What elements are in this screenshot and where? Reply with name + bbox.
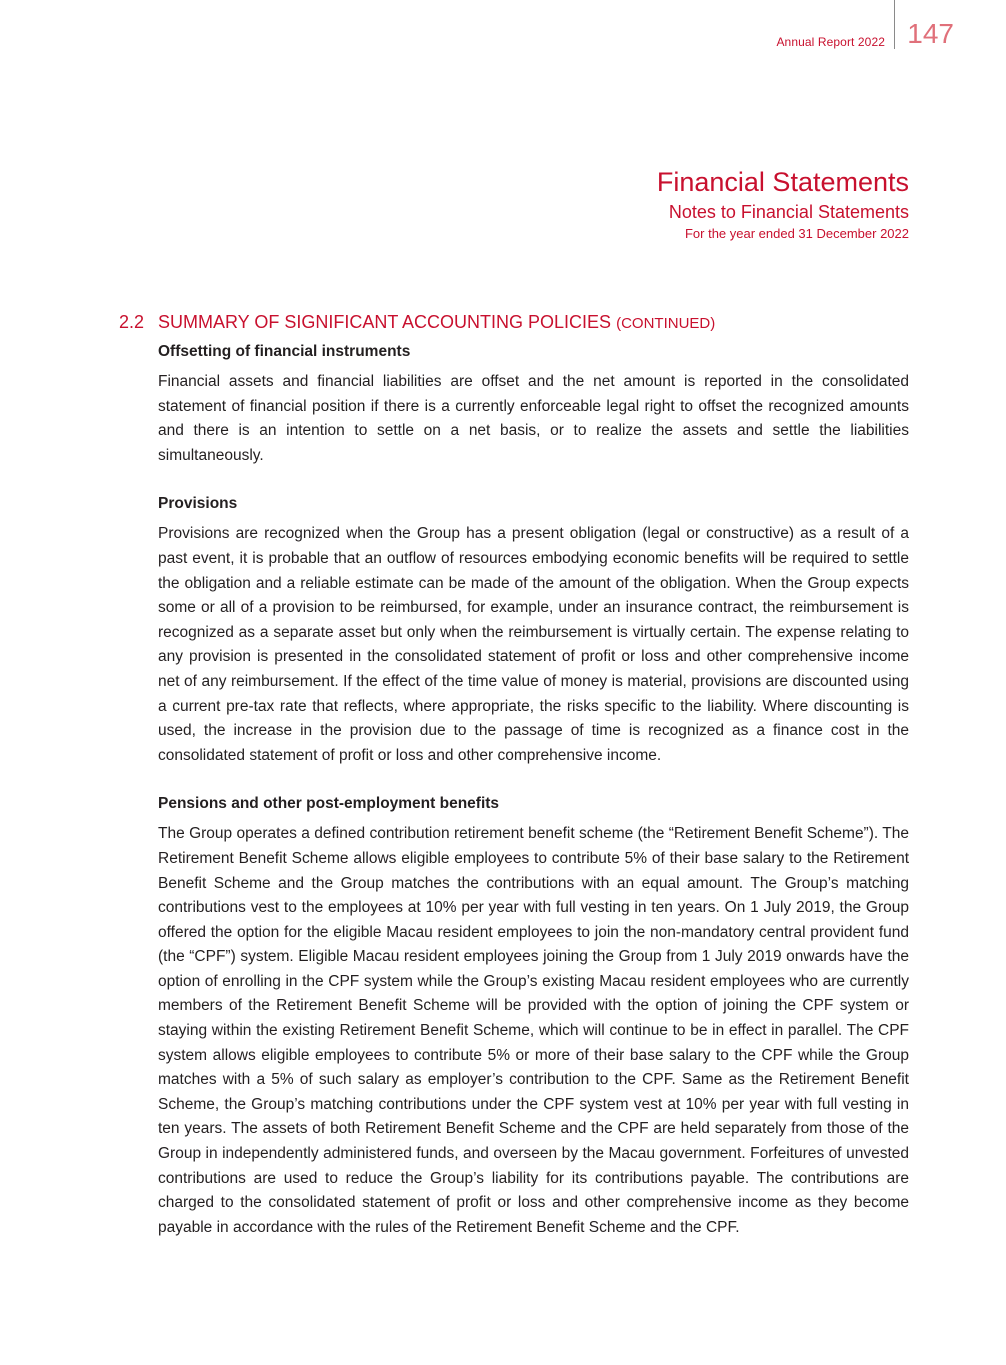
header-divider [894, 0, 895, 49]
page-header [706, 0, 1006, 60]
subsection-heading: Pensions and other post-employment benefits [158, 795, 500, 813]
section-period: For the year ended 31 December 2022 [684, 226, 909, 241]
subsection-heading: Provisions [158, 495, 238, 513]
subsection-body: Provisions are recognized when the Group has a present obligation (legal or constructive) as a result of a past event, it is probable that an outflow of resources embodying economic benefits will be required to settle the obligation and a reliable estimate can be made of the amount of the obligation. When the Group expects some or all of a provision to be reimbursed, for example, under an insurance contract, the reimbursement is recognized as a separate asset but only when the reimbursement is virtually certain. The expense relating to any provision is presented in the consolidated statement of profit or loss and other comprehensive income net of any reimbursement. If the effect of the time value of money is material, provisions are discounted using a current pre-tax rate that reflects, where appropriate, the risks specific to the liability. Where discounting is used, the increase in the provision due to the passage of time is recognized as a finance cost in the consolidated statement of profit or loss and other comprehensive income. [158, 525, 909, 764]
note-title: SUMMARY OF SIGNIFICANT ACCOUNTING POLICIES [158, 312, 612, 332]
subsection-pensions [158, 792, 909, 1240]
note-content [158, 340, 909, 1264]
subsection-provisions [158, 492, 909, 768]
page-number: 147 [907, 18, 954, 49]
report-label: Annual Report 2022 [776, 35, 885, 49]
subsection-body: The Group operates a defined contribution retirement benefit scheme (the “Retirement Benefit Scheme”). The Retirement Benefit Scheme allows eligible employees to contribute 5% of their base salary to the Retirement Benefit Scheme and the Group matches the contributions with an equal amount. The Group’s matching contributions vest to the employees at 10% per year with full vesting in ten years. On 1 July 2019, the Group offered the option for the eligible Macau resident employees to join the non-mandatory central provident fund (the “CPF”) system. Eligible Macau resident employees joining the Group from 1 July 2019 onwards have the option of enrolling in the CPF system while the Group’s existing Macau resident employees who are currently members of the Retirement Benefit Scheme will be provided with the option of joining the CPF system or staying within the existing Retirement Benefit Scheme, which will continue to be in effect in parallel. The CPF system allows eligible employees to contribute 5% or more of their base salary to the CPF while the Group matches with a 5% of such salary as employer’s contribution to the CPF. Same as the Retirement Benefit Scheme, the Group’s matching contributions under the CPF system vest at 10% per year with full vesting in ten years. The assets of both Retirement Benefit Scheme and the CPF are held separately from those of the Group in independently administered funds, and overseen by the Macau government. Forfeitures of unvested contributions are used to reduce the Group’s liability for its contributions payable. The contributions are charged to the consolidated statement of profit or loss and other comprehensive income as they become payable in accordance with the rules of the Retirement Benefit Scheme and the CPF. [158, 825, 909, 1236]
subsection-heading: Offsetting of financial instruments [158, 343, 411, 360]
subsection-body: Financial assets and financial liabilities are offset and the net amount is reported in the consolidated statement of financial position if there is a currently enforceable legal right to offset the recognized amounts and there is an intention to settle on a net basis, or to realize the assets and settle the liabilities simultaneously. [158, 373, 909, 464]
note-number: 2.2 [119, 312, 145, 332]
section-title-block [657, 166, 909, 244]
section-subtitle: Notes to Financial Statements [668, 202, 909, 222]
note-continued: (CONTINUED) [616, 315, 716, 332]
note-heading [119, 310, 909, 336]
subsection-offsetting [158, 340, 909, 468]
section-title: Financial Statements [656, 167, 909, 197]
